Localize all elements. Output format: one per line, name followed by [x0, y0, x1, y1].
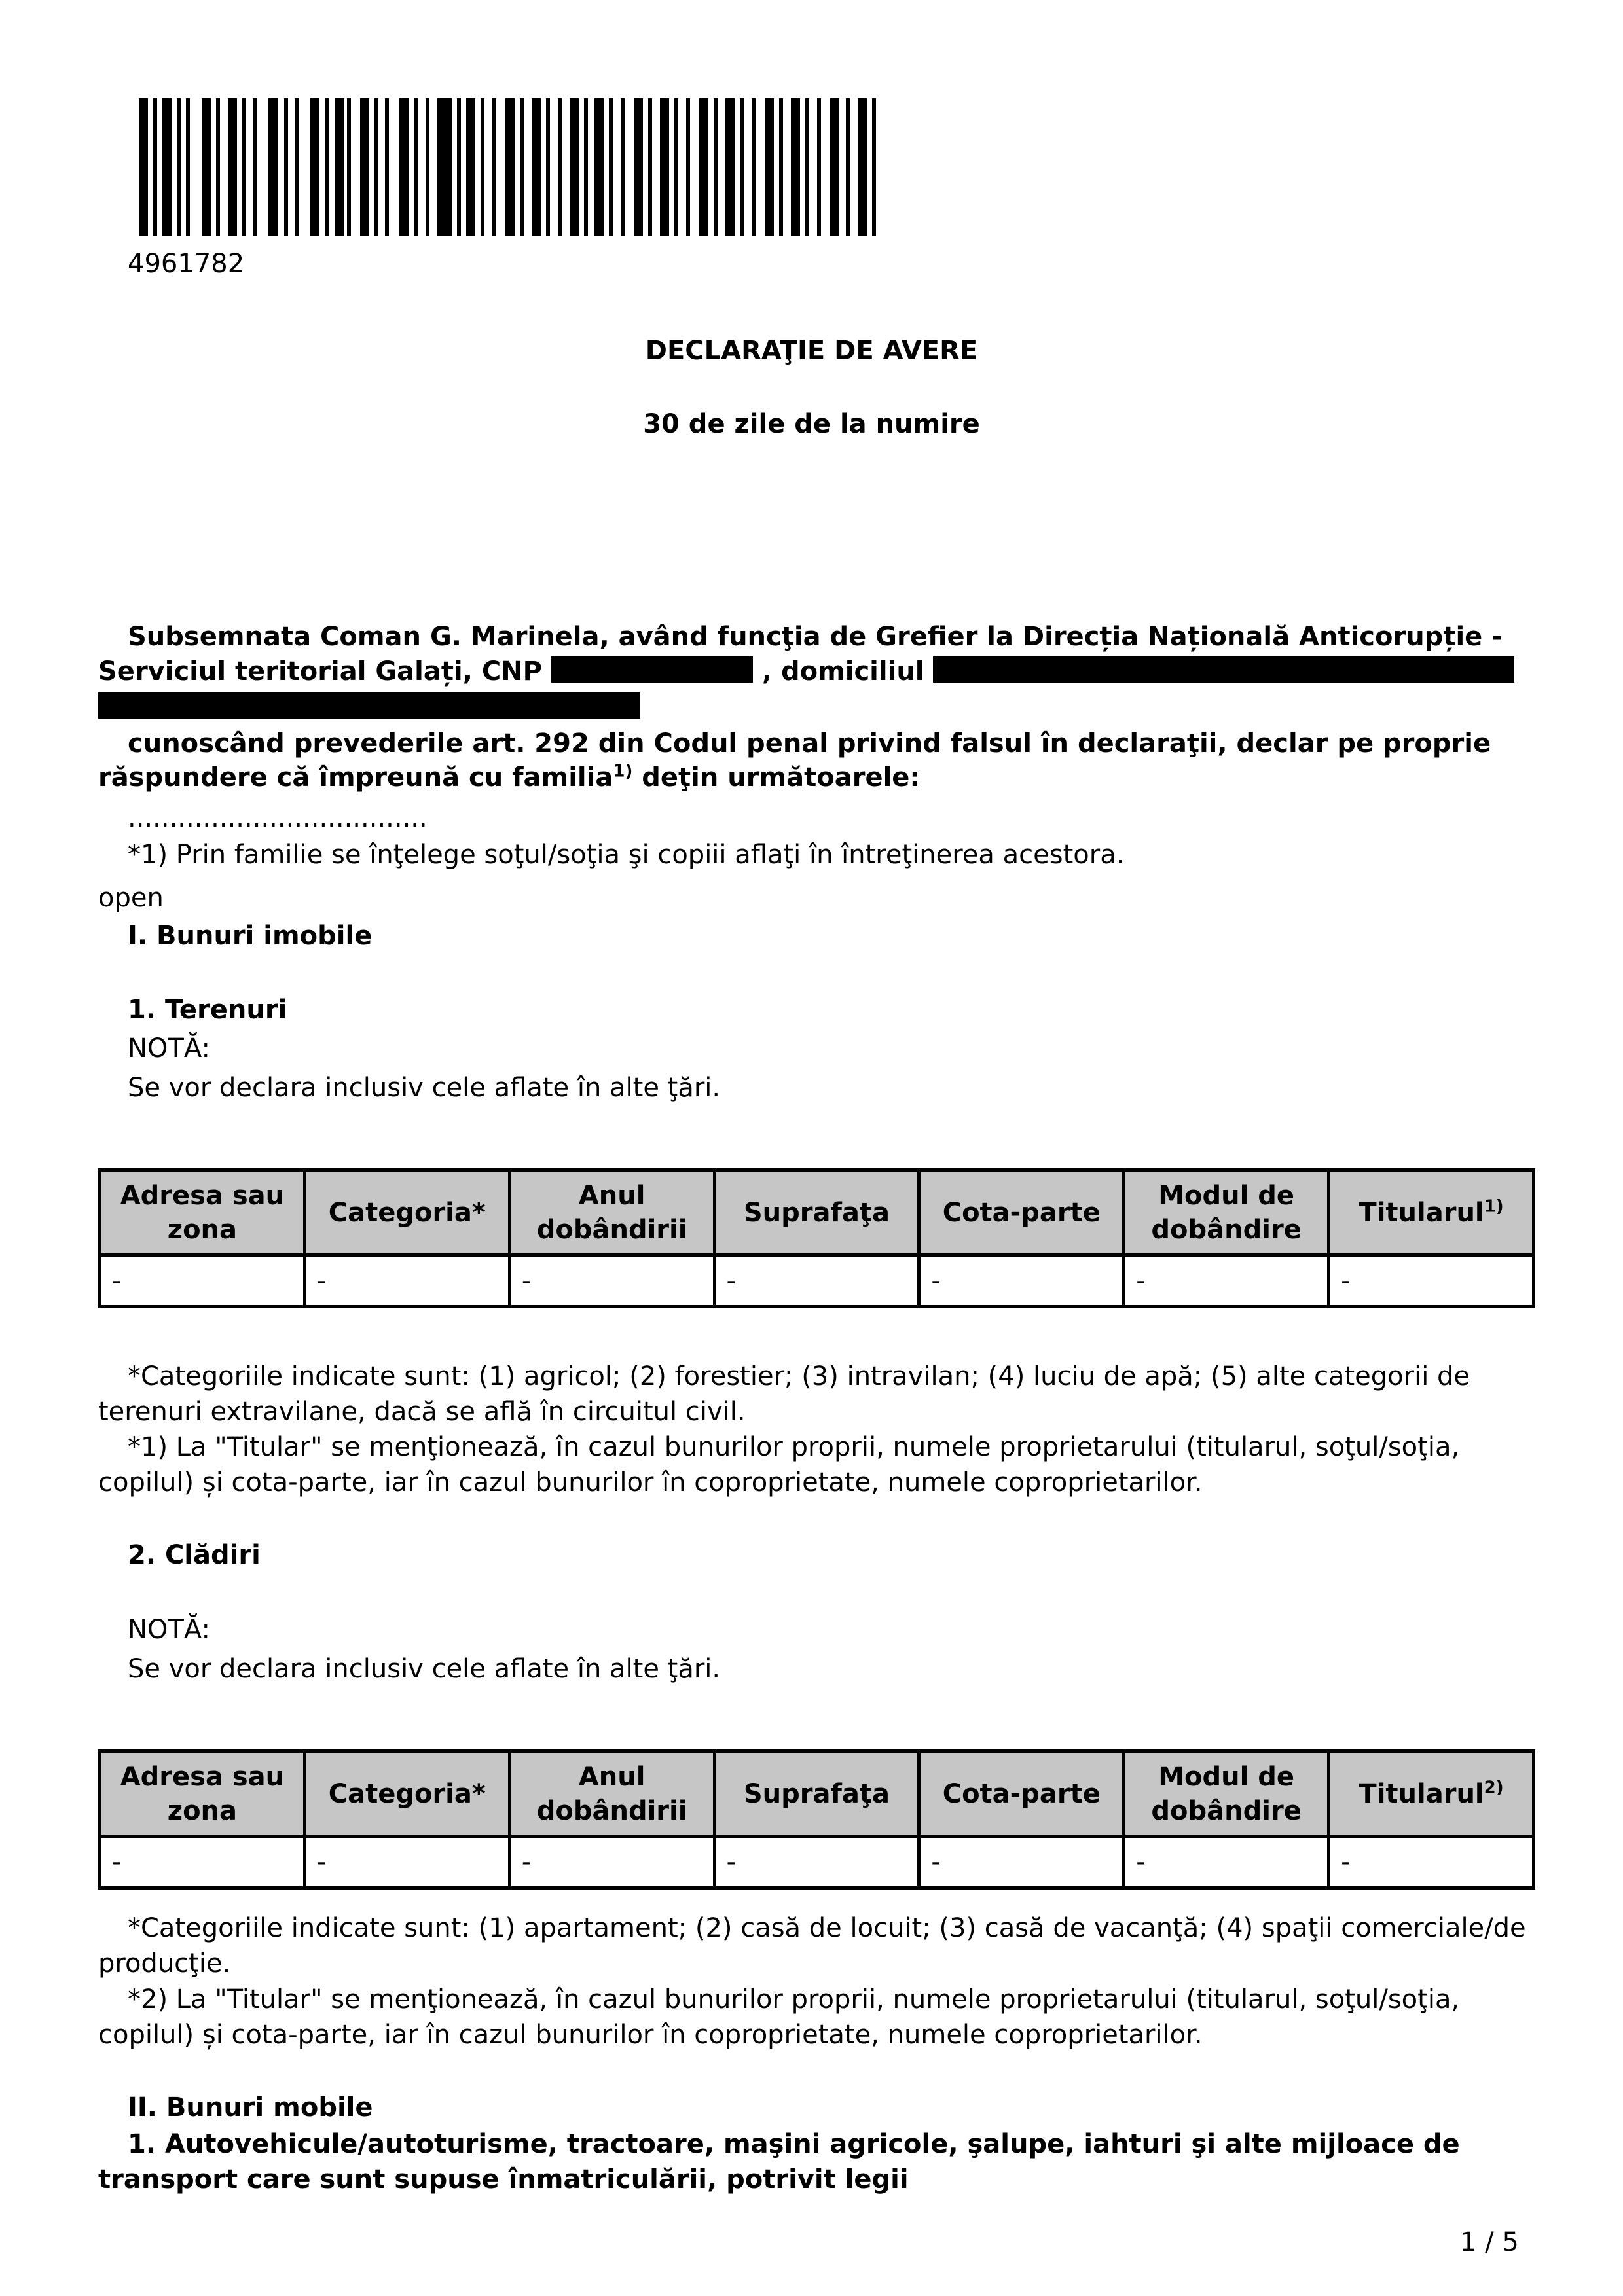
barcode-bar — [621, 98, 625, 236]
barcode-bar — [674, 98, 678, 236]
barcode-bar — [740, 98, 744, 236]
col-titularul-sup: 2) — [1484, 1778, 1504, 1798]
barcode-bar — [139, 98, 148, 236]
barcode-bar — [686, 98, 690, 236]
barcode-bar — [284, 98, 288, 236]
table-cell: - — [1329, 1255, 1534, 1307]
table-cell: - — [1124, 1837, 1329, 1888]
barcode-bar — [558, 98, 562, 236]
barcode-bar — [310, 98, 319, 236]
cladiri-note-2b: copilul) și cota-parte, iar în cazul bunurilor în coproprietate, numele coproprietarilor. — [98, 2020, 1203, 2050]
barcode-bar — [725, 98, 735, 236]
barcode-bar — [872, 98, 876, 236]
barcode-bar — [268, 98, 278, 236]
barcode-bar — [177, 98, 181, 236]
barcode-bar — [481, 98, 484, 236]
barcode-bar — [426, 98, 429, 236]
col-titularul-label: Titularul — [1359, 1197, 1484, 1228]
barcode-bar — [437, 98, 452, 236]
barcode-bar — [228, 98, 237, 236]
terenuri-note-1b: terenuri extravilane, dacă se află în circuitul civil. — [98, 1397, 746, 1427]
col-adresa: Adresa sau zona — [100, 1170, 305, 1255]
barcode-bar — [374, 98, 378, 236]
barcode-bar — [765, 98, 774, 236]
barcode-bar — [846, 98, 850, 236]
barcode-bar — [360, 98, 369, 236]
barcode-bar — [752, 98, 756, 236]
barcode-bar — [817, 98, 821, 236]
barcode-bar — [325, 98, 329, 236]
table-cell: - — [100, 1255, 305, 1307]
barcode-bar — [714, 98, 718, 236]
barcode-bar — [634, 98, 643, 236]
terenuri-note-1: *Categoriile indicate sunt: (1) agricol; (2) forestier; (3) intravilan; (4) luciu de apă; (5) alte categorii de — [128, 1361, 1470, 1391]
barcode — [139, 98, 885, 236]
barcode-bar — [295, 98, 299, 236]
barcode-bar — [791, 98, 800, 236]
cladiri-note-2: *2) La "Titular" se menţionează, în cazul bunurilor proprii, numele proprietarului (titularul, soţul/soţia, — [128, 1984, 1460, 2015]
intro-line-2-text: Serviciul teritorial Galați, CNP — [98, 656, 542, 687]
barcode-bar — [253, 98, 257, 236]
col-suprafata: Suprafaţa — [714, 1170, 919, 1255]
intro-line-5-end: deţin următoarele: — [632, 762, 921, 793]
section-2-sub-1: 1. Autovehicule/autoturisme, tractoare, maşini agricole, şalupe, iahturi şi alte mijloace de — [128, 2129, 1460, 2159]
barcode-bar — [648, 98, 652, 236]
terenuri-title: 1. Terenuri — [128, 995, 287, 1025]
section-1-title: I. Bunuri imobile — [128, 921, 373, 951]
barcode-bar — [242, 98, 246, 236]
col-modul: Modul de dobândire — [1124, 1751, 1329, 1837]
table-cell: - — [919, 1255, 1124, 1307]
table-cell: - — [509, 1837, 714, 1888]
barcode-bar — [457, 98, 461, 236]
col-anul: Anul dobândirii — [509, 1170, 714, 1255]
redacted-address — [933, 656, 1514, 683]
table-cell: - — [919, 1837, 1124, 1888]
barcode-bar — [492, 98, 496, 236]
intro-line-4: cunoscând prevederile art. 292 din Codul penal privind falsul în declaraţii, declar pe proprie — [128, 728, 1491, 759]
barcode-bar — [779, 98, 783, 236]
cladiri-table — [98, 1749, 1535, 1890]
table-header-row — [100, 1170, 1534, 1255]
barcode-bar — [660, 98, 669, 236]
barcode-bar — [570, 98, 579, 236]
col-titularul-label: Titularul — [1359, 1778, 1484, 1809]
barcode-bar — [414, 98, 418, 236]
table-header-row — [100, 1751, 1534, 1837]
barcode-bar — [505, 98, 515, 236]
table-cell: - — [714, 1837, 919, 1888]
intro-line-5-text: răspundere că împreună cu familia — [98, 762, 613, 793]
barcode-bar — [216, 98, 220, 236]
barcode-bar — [162, 98, 172, 236]
barcode-bar — [532, 98, 541, 236]
page-number: 1 / 5 — [1460, 2227, 1519, 2257]
redacted-cnp — [551, 656, 753, 683]
family-footnote: *1) Prin familie se înţelege soţul/soţia şi copiii aflaţi în întreţinerea acestora. — [128, 840, 1125, 870]
dots-line: .................................... — [128, 803, 428, 833]
barcode-bar — [186, 98, 190, 236]
col-adresa: Adresa sau zona — [100, 1751, 305, 1837]
col-categoria: Categoria* — [304, 1170, 509, 1255]
col-suprafata: Suprafaţa — [714, 1751, 919, 1837]
barcode-bar — [385, 98, 389, 236]
barcode-number: 4961782 — [128, 249, 245, 279]
page-subtitle: 30 de zile de la numire — [643, 409, 980, 439]
barcode-bar — [805, 98, 809, 236]
col-anul: Anul dobândirii — [509, 1751, 714, 1837]
section-2-sub-1b: transport care sunt supuse înmatriculării, potrivit legii — [98, 2164, 909, 2195]
table-cell: - — [509, 1255, 714, 1307]
col-titularul — [1329, 1170, 1534, 1255]
barcode-bar — [153, 98, 157, 236]
table-cell: - — [1124, 1255, 1329, 1307]
table-row — [100, 1837, 1534, 1888]
intro-line-5-sup: 1) — [613, 761, 633, 781]
cladiri-note-1b: producţie. — [98, 1948, 231, 1979]
barcode-bar — [520, 98, 524, 236]
page-title: DECLARAŢIE DE AVERE — [645, 336, 978, 366]
terenuri-nota: NOTĂ: — [128, 1033, 210, 1064]
terenuri-nota-text: Se vor declara inclusiv cele aflate în alte ţări. — [128, 1073, 721, 1103]
barcode-bar — [399, 98, 409, 236]
barcode-bar — [466, 98, 475, 236]
col-modul: Modul de dobândire — [1124, 1170, 1329, 1255]
open-label: open — [98, 883, 164, 913]
terenuri-note-2: *1) La "Titular" se menţionează, în cazul bunurilor proprii, numele proprietarului (titularul, soţul/soţia, — [128, 1432, 1460, 1462]
col-titularul — [1329, 1751, 1534, 1837]
intro-line-2-domicile: , domiciliul — [761, 656, 924, 687]
section-2-title: II. Bunuri mobile — [128, 2092, 373, 2123]
terenuri-table — [98, 1168, 1535, 1308]
col-categoria: Categoria* — [304, 1751, 509, 1837]
col-cota: Cota-parte — [919, 1170, 1124, 1255]
cladiri-nota: NOTĂ: — [128, 1615, 210, 1645]
barcode-bar — [699, 98, 708, 236]
barcode-bar — [830, 98, 839, 236]
table-cell: - — [304, 1255, 509, 1307]
table-cell: - — [304, 1837, 509, 1888]
intro-line-5 — [98, 759, 920, 796]
table-cell: - — [100, 1837, 305, 1888]
barcode-bar — [335, 98, 344, 236]
barcode-bar — [858, 98, 867, 236]
col-cota: Cota-parte — [919, 1751, 1124, 1837]
barcode-bar — [609, 98, 613, 236]
table-cell: - — [714, 1255, 919, 1307]
barcode-bar — [546, 98, 550, 236]
table-row — [100, 1255, 1534, 1307]
barcode-bar — [584, 98, 588, 236]
intro-line-1: Subsemnata Coman G. Marinela, având funcţia de Grefier la Direcția Națională Anticorupție - — [128, 622, 1503, 652]
col-titularul-sup: 1) — [1484, 1196, 1504, 1217]
cladiri-title: 2. Clădiri — [128, 1540, 261, 1570]
terenuri-note-2b: copilul) și cota-parte, iar în cazul bunurilor în coproprietate, numele coproprietarilor. — [98, 1467, 1203, 1498]
cladiri-note-1: *Categoriile indicate sunt: (1) apartament; (2) casă de locuit; (3) casă de vacanţă; (4) spaţii comerciale/de — [128, 1913, 1526, 1943]
barcode-bar — [202, 98, 211, 236]
barcode-bar — [594, 98, 604, 236]
barcode-bar — [347, 98, 351, 236]
cladiri-nota-text: Se vor declara inclusiv cele aflate în alte ţări. — [128, 1654, 721, 1684]
table-cell: - — [1329, 1837, 1534, 1888]
intro-line-2 — [98, 653, 1514, 690]
redacted-address-cont — [98, 692, 640, 719]
